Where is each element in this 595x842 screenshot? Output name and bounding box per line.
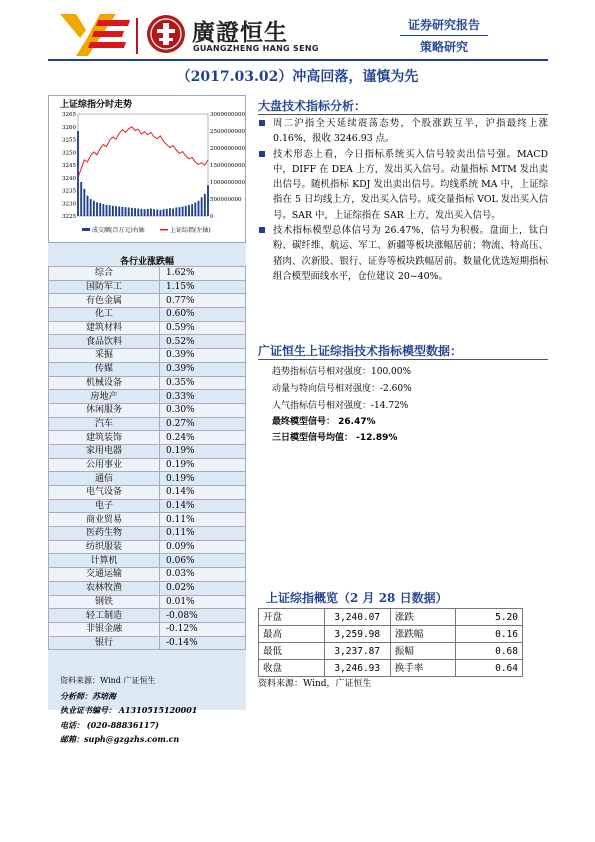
sector-change: 0.19% — [160, 458, 246, 472]
volume-bar — [201, 197, 203, 216]
sector-change: -0.08% — [160, 609, 246, 623]
sector-name: 纺织服装 — [49, 540, 160, 554]
volume-bar — [172, 209, 174, 216]
plot-frame — [78, 114, 208, 216]
table-row — [49, 513, 246, 527]
overview-label: 开盘 — [259, 609, 325, 626]
sector-change: 0.77% — [160, 294, 246, 308]
table-row — [49, 609, 246, 623]
overview-label: 涨跌 — [390, 609, 456, 626]
table-row — [49, 540, 246, 554]
y-tick-label: 3240 — [62, 175, 76, 182]
legend-volume: 成交额(百万元)右轴 — [92, 227, 145, 234]
table-row — [49, 527, 246, 541]
volume-bar — [134, 208, 136, 216]
bullet-square-icon — [259, 151, 265, 157]
volume-bar — [207, 185, 209, 216]
volume-bar — [90, 199, 92, 216]
sector-name: 计算机 — [49, 554, 160, 568]
overview-label: 最高 — [259, 626, 325, 643]
table-row — [49, 431, 246, 445]
sector-name: 电气设备 — [49, 486, 160, 500]
volume-bar — [99, 203, 101, 216]
y-tick-label: 3260 — [62, 124, 76, 131]
brand-name: 廣證恒生 — [192, 20, 288, 46]
overview-heading: 上证综指概览（2 月 28 日数据） — [266, 591, 448, 605]
phone-number: 电话： (020-88836117) — [60, 719, 159, 730]
overview-source: 资料来源：Wind，广证恒生 — [258, 679, 372, 689]
sector-change: 1.15% — [160, 280, 246, 294]
table-row — [49, 636, 246, 650]
overview-value: 0.68 — [456, 643, 523, 660]
model-heading: 广证恒生上证综指技术指标模型数据： — [258, 344, 463, 358]
table-row — [49, 622, 246, 636]
overview-label: 振幅 — [390, 643, 456, 660]
volume-bar — [118, 206, 120, 216]
y-tick-label: 3245 — [62, 163, 76, 169]
intraday-chart — [48, 108, 246, 240]
final-model-signal: 最终模型信号： 26.47% — [272, 417, 376, 427]
sector-change: 0.35% — [160, 376, 246, 390]
table-row — [259, 609, 523, 626]
volume-bar — [80, 182, 82, 216]
table-row — [49, 280, 246, 294]
table-row — [49, 554, 246, 568]
sector-change: 0.09% — [160, 540, 246, 554]
sector-change: 0.33% — [160, 390, 246, 404]
table-row — [49, 321, 246, 335]
table-row — [49, 308, 246, 322]
sector-name: 汽车 — [49, 417, 160, 431]
overview-label: 涨跌幅 — [390, 626, 456, 643]
bullet-text: 技术指标模型总体信号为 26.47%，信号为积极。盘面上，钛白粉、碳纤维、航运、军工、新疆等板块涨幅居前；物流、特高压、猪肉、次新股、银行、证券等板块跌幅居前。数量化优选短期指标组合模型面线水平，仓位建议 20~40%。 — [273, 225, 548, 282]
volume-bar — [166, 209, 168, 216]
sector-change: 0.30% — [160, 403, 246, 417]
sector-change: 0.39% — [160, 362, 246, 376]
volume-bar — [204, 194, 206, 216]
legend-volume-swatch — [82, 228, 90, 231]
volume-bar — [175, 208, 177, 217]
sector-change: 0.27% — [160, 417, 246, 431]
bullet-square-icon — [259, 120, 265, 126]
sector-name: 房地产 — [49, 390, 160, 404]
overview-value: 3,237.87 — [324, 643, 390, 660]
sector-change: -0.12% — [160, 622, 246, 636]
analysis-bullet — [258, 147, 548, 223]
volume-bar — [163, 209, 165, 216]
volume-bar — [115, 206, 117, 216]
y-tick-label: 3235 — [62, 188, 76, 195]
volume-bar — [87, 196, 89, 216]
analyst-name: 分析师：苏培海 — [60, 690, 116, 701]
sector-change: 0.03% — [160, 568, 246, 582]
y2-tick-label: 0 — [210, 214, 214, 220]
volume-bar — [191, 204, 193, 216]
sector-name: 化工 — [49, 308, 160, 322]
volume-bar — [179, 207, 181, 216]
volume-bar — [144, 209, 146, 216]
table-row — [49, 362, 246, 376]
sector-change: 0.60% — [160, 308, 246, 322]
sector-name: 医药生物 — [49, 527, 160, 541]
table-row — [259, 643, 523, 660]
sector-change: 0.11% — [160, 513, 246, 527]
analysis-rule — [258, 114, 548, 115]
sector-name: 商业贸易 — [49, 513, 160, 527]
y2-tick-label: 1000000000 — [210, 180, 245, 186]
volume-bar — [137, 209, 139, 216]
volume-bar — [77, 131, 79, 216]
chart-title: 上证综指分时走势 — [60, 100, 133, 110]
sector-name: 家用电器 — [49, 444, 160, 458]
volume-bar — [112, 206, 114, 216]
table-row — [49, 568, 246, 582]
table-row — [49, 499, 246, 513]
table-row — [49, 403, 246, 417]
sector-name: 综合 — [49, 267, 160, 281]
sector-name: 休闲服务 — [49, 403, 160, 417]
y2-tick-label: 3000000000 — [210, 112, 245, 118]
header-rule — [48, 59, 548, 61]
y-tick-label: 3230 — [62, 201, 76, 208]
brand-logo-icon — [60, 12, 130, 56]
overview-table — [258, 608, 523, 677]
sector-name: 钢铁 — [49, 595, 160, 609]
sector-change: 0.14% — [160, 486, 246, 500]
volume-bar — [93, 201, 95, 216]
three-day-signal-mean: 三日模型信号均值： -12.89% — [272, 433, 398, 443]
overview-value: 3,246.93 — [324, 660, 390, 677]
sector-change: 0.01% — [160, 595, 246, 609]
y-tick-label: 3255 — [62, 137, 76, 144]
analysis-bullet — [258, 223, 548, 284]
model-rule — [258, 359, 548, 360]
y2-tick-label: 1500000000 — [210, 163, 245, 169]
table-row — [259, 660, 523, 677]
sector-name: 交通运输 — [49, 568, 160, 582]
license-number: 执业证书编号： A1310515120001 — [60, 705, 198, 715]
model-row-momentum: 动量与特向信号相对强度：-2.60% — [272, 384, 412, 394]
sector-name: 食品饮料 — [49, 335, 160, 349]
volume-bar — [185, 206, 187, 216]
bullet-square-icon — [259, 227, 265, 233]
volume-bar — [198, 201, 200, 216]
volume-bar — [182, 206, 184, 216]
sector-table-title: 各行业涨跌幅 — [119, 257, 174, 267]
volume-bar — [140, 209, 142, 216]
sector-change: 0.39% — [160, 349, 246, 363]
brand-name-en: GUANGZHENG HANG SENG — [193, 44, 319, 53]
overview-value: 0.16 — [456, 626, 523, 643]
email-address: 邮箱：suph@gzgzhs.com.cn — [60, 734, 180, 744]
y2-tick-label: 2000000000 — [210, 146, 245, 152]
volume-bar — [121, 207, 123, 216]
y2-tick-label: 2500000000 — [210, 129, 245, 135]
volume-bar — [128, 208, 130, 217]
table-row — [49, 376, 246, 390]
volume-bar — [169, 208, 171, 216]
overview-label: 最低 — [259, 643, 325, 660]
y-tick-label: 3250 — [62, 150, 76, 157]
table-row — [49, 472, 246, 486]
table-row — [49, 417, 246, 431]
overview-label: 收盘 — [259, 660, 325, 677]
y2-tick-label: 500000000 — [210, 197, 242, 203]
left-source: 资料来源：Wind 广证恒生 — [60, 676, 156, 685]
header-divider-short — [400, 35, 488, 36]
volume-bar — [147, 209, 149, 216]
table-row — [49, 349, 246, 363]
sector-name: 非银金融 — [49, 622, 160, 636]
bullet-text: 技术形态上看，今日指标系统买入信号较卖出信号强。MACD 中，DIFF 在 DEA 上方，发出买入信号。动量指标 MTM 发出卖出信号。随机指标 KDJ 发出卖出信号。均线系统 MA 中，上证综指在 5 日均线上方，发出买入信号。成交量指标 VOL 发出买入信号。SAR 中，上证综指在 SAR 上方，发出买入信号。 — [273, 148, 548, 221]
table-row — [49, 444, 246, 458]
sector-change: 0.11% — [160, 527, 246, 541]
table-row — [49, 294, 246, 308]
sector-change: 0.02% — [160, 581, 246, 595]
overview-label: 换手率 — [390, 660, 456, 677]
sector-name: 采掘 — [49, 349, 160, 363]
model-row-sentiment: 人气指标信号相对强度：-14.72% — [272, 401, 409, 411]
volume-bar — [106, 205, 108, 216]
sector-name: 传媒 — [49, 362, 160, 376]
bullet-text: 周二沪指全天延续震荡态势，个股涨跌互半，沪指最终上涨 0.16%，报收 3246.93 点。 — [273, 118, 548, 145]
sector-change: 1.62% — [160, 267, 246, 281]
sector-name: 通信 — [49, 472, 160, 486]
volume-bar — [153, 209, 155, 216]
sector-name: 轻工制造 — [49, 609, 160, 623]
overview-value: 3,240.07 — [324, 609, 390, 626]
overview-value: 3,259.98 — [324, 626, 390, 643]
table-row — [49, 458, 246, 472]
sector-change: 0.59% — [160, 321, 246, 335]
table-row — [49, 595, 246, 609]
volume-bar — [156, 210, 158, 216]
sector-name: 建筑装饰 — [49, 431, 160, 445]
left-notes — [60, 674, 250, 747]
volume-bar — [109, 205, 111, 216]
sector-change: 0.19% — [160, 472, 246, 486]
y-tick-label: 3225 — [62, 214, 76, 220]
volume-bar — [102, 204, 104, 216]
report-type: 证券研究报告 — [407, 18, 480, 32]
seal-emblem-icon — [146, 14, 186, 54]
sector-name: 有色金属 — [49, 294, 160, 308]
sector-table — [48, 266, 246, 650]
sector-change: 0.06% — [160, 554, 246, 568]
sector-change: 0.24% — [160, 431, 246, 445]
sector-change: -0.14% — [160, 636, 246, 650]
analysis-bullets — [258, 116, 548, 284]
legend-index: 上证综指(左轴) — [170, 227, 211, 234]
table-row — [49, 390, 246, 404]
report-subtype: 策略研究 — [419, 40, 468, 54]
analysis-bullet — [258, 116, 548, 147]
logo-divider — [136, 18, 138, 54]
volume-bar — [125, 207, 127, 216]
overview-value: 0.64 — [456, 660, 523, 677]
volume-bar — [83, 189, 85, 216]
table-row — [259, 626, 523, 643]
sector-name: 国防军工 — [49, 280, 160, 294]
table-row — [49, 581, 246, 595]
analysis-heading: 大盘技术指标分析： — [258, 99, 367, 113]
document-title: （2017.03.02）冲高回落，谨慎为先 — [176, 69, 419, 85]
sector-change: 0.14% — [160, 499, 246, 513]
sector-name: 公用事业 — [49, 458, 160, 472]
sector-name: 农林牧渔 — [49, 581, 160, 595]
volume-bar — [188, 205, 190, 216]
sector-change: 0.52% — [160, 335, 246, 349]
table-row — [49, 267, 246, 281]
table-row — [49, 486, 246, 500]
volume-bar — [160, 210, 162, 216]
volume-bar — [194, 202, 196, 216]
sector-change: 0.19% — [160, 444, 246, 458]
legend-index-swatch — [160, 229, 168, 231]
volume-bar — [131, 208, 133, 216]
sector-name: 电子 — [49, 499, 160, 513]
sector-name: 建筑材料 — [49, 321, 160, 335]
model-row-trend: 趋势指标信号相对强度：100.00% — [272, 367, 412, 377]
volume-bar — [150, 209, 152, 216]
sector-name: 银行 — [49, 636, 160, 650]
table-row — [49, 335, 246, 349]
overview-value: 5.20 — [456, 609, 523, 626]
sector-name: 机械设备 — [49, 376, 160, 390]
y-tick-label: 3265 — [62, 112, 76, 118]
volume-bar — [96, 202, 98, 216]
